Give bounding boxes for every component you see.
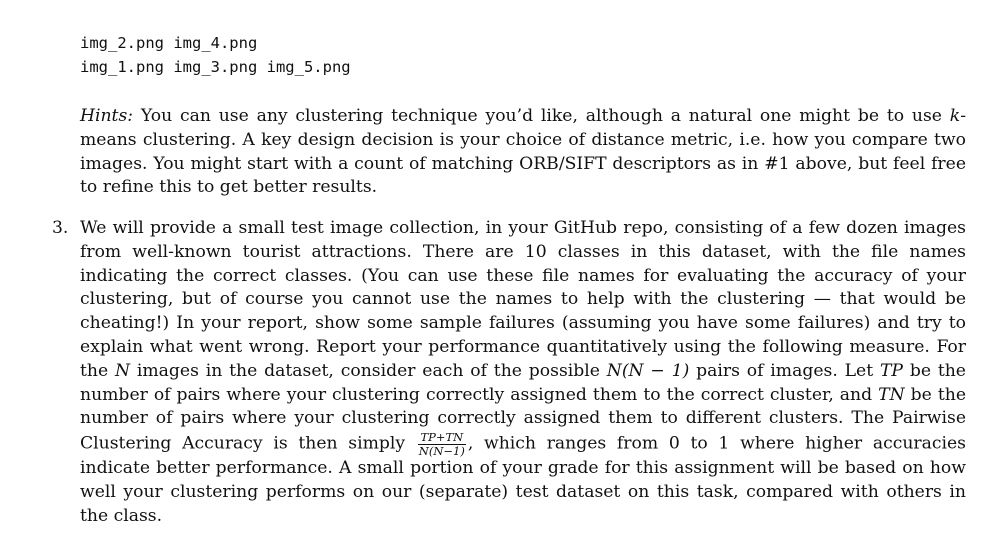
item-text-6: , which ranges from 0 to 1 where higher accuracies indicate better performance. A small portion of your grade for this assignment will be based on how well your clustering performs on our (separate) test dataset on this task, compared with others in the class. bbox=[80, 433, 966, 527]
fraction-denominator: N(N−1) bbox=[418, 443, 465, 458]
item-text-3: pairs of images. Let bbox=[689, 360, 880, 381]
filename-line-2: img_1.png img_3.png img_5.png bbox=[80, 58, 351, 76]
pairs-expression: N(N − 1) bbox=[606, 360, 690, 381]
k-symbol: k bbox=[949, 106, 961, 126]
item-number: 3. bbox=[52, 218, 69, 238]
hints-text-1: You can use any clustering technique you’d like, although a natural one might be to use bbox=[133, 106, 950, 126]
item-text-1: We will provide a small test image collection, in your GitHub repo, consisting of a few dozen images from well-known tourist attractions. There are 10 classes in this dataset, with the file names indicating the correct classes. (You can use these file names for evaluating the accuracy of your clustering, but of course you cannot use the names to help with the clustering — that would be cheating!) In your report, show some sample failures (assuming you have some failures) and try to explain what went wrong. Report your performance quantitatively using the following measure. For the bbox=[80, 218, 966, 381]
tp-symbol: TP bbox=[879, 360, 903, 381]
item-text-4: be the number of pairs where your clustering correctly assigned them to the correct cluster, and bbox=[80, 360, 966, 405]
hints-text-2: -means clustering. A key design decision is your choice of distance metric, i.e. how you compare two images. You might start with a count of matching ORB/SIFT descriptors as in #1 above, but feel free to refine this to get better results. bbox=[80, 106, 966, 198]
hints-paragraph bbox=[80, 105, 966, 200]
hints-label: Hints: bbox=[80, 106, 134, 126]
n-symbol: N bbox=[114, 360, 131, 381]
item-text-2: images in the dataset, consider each of the possible bbox=[130, 360, 607, 381]
item-text-5: be the number of pairs where your clustering correctly assigned them to different clusters. The Pairwise Clustering Accuracy is then simply bbox=[80, 384, 966, 454]
item-3-paragraph bbox=[80, 217, 966, 529]
fraction-numerator: TP+TN bbox=[418, 431, 466, 445]
filename-line-1: img_2.png img_4.png bbox=[80, 34, 258, 52]
tn-symbol: TN bbox=[878, 384, 905, 405]
accuracy-fraction bbox=[418, 431, 466, 457]
